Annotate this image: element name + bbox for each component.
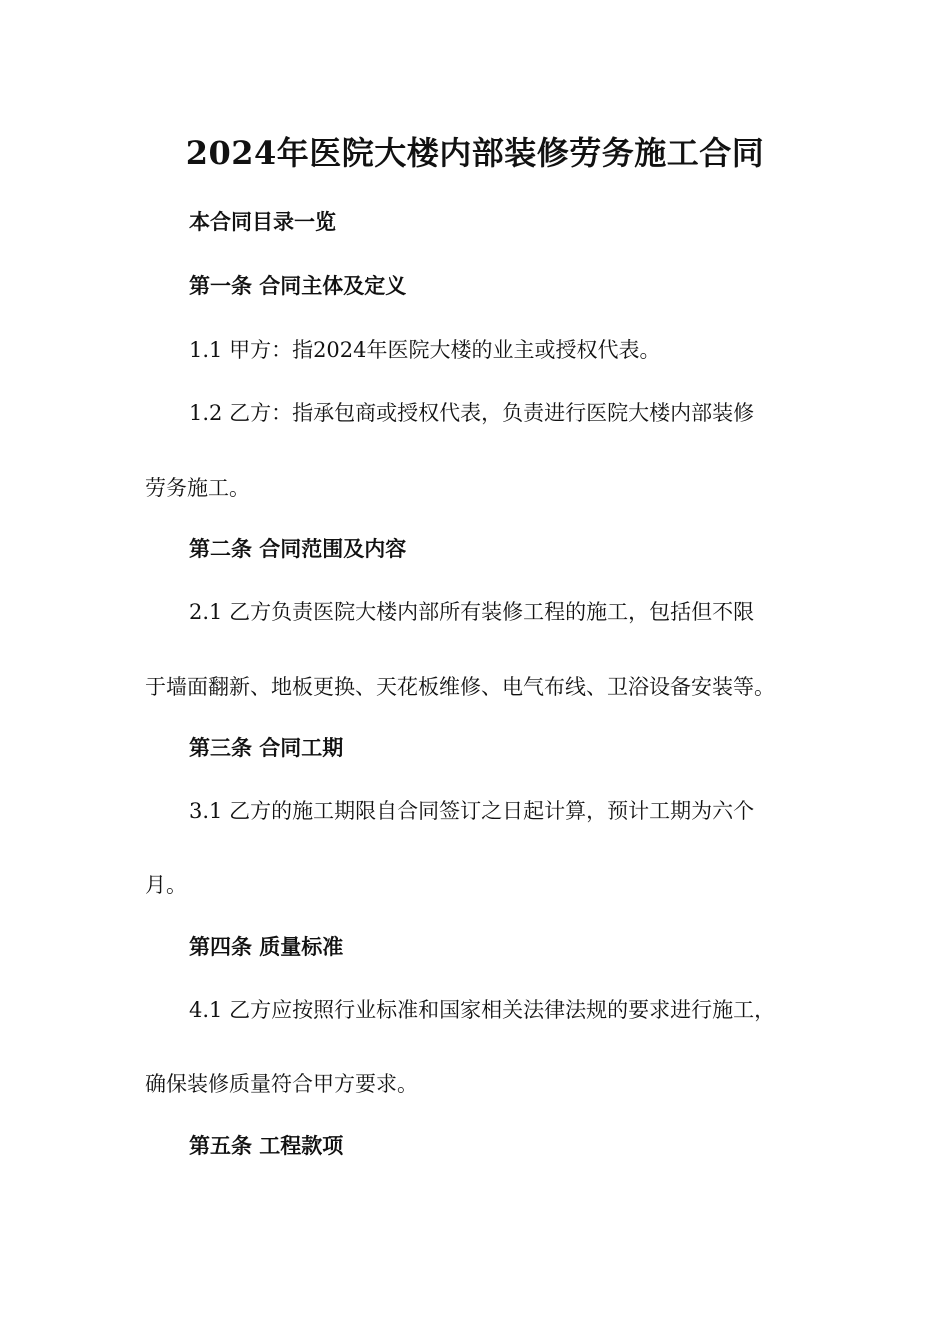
section-heading-3: 第三条 合同工期	[189, 736, 344, 760]
clause-1-2-line-2: 劳务施工。	[145, 476, 250, 500]
section-heading-2: 第二条 合同范围及内容	[189, 537, 407, 561]
toc-heading: 本合同目录一览	[189, 210, 336, 234]
section-heading-1: 第一条 合同主体及定义	[189, 274, 407, 298]
clause-4-1-line-1: 4.1 乙方应按照行业标准和国家相关法律法规的要求进行施工，	[189, 998, 776, 1022]
document-title: 2024年医院大楼内部装修劳务施工合同	[185, 134, 765, 172]
section-heading-4: 第四条 质量标准	[189, 935, 344, 959]
section-heading-5: 第五条 工程款项	[189, 1134, 344, 1158]
clause-3-1-line-1: 3.1 乙方的施工期限自合同签订之日起计算，预计工期为六个	[189, 799, 755, 823]
clause-2-1-line-1: 2.1 乙方负责医院大楼内部所有装修工程的施工，包括但不限	[189, 600, 755, 624]
clause-1-2-line-1: 1.2 乙方：指承包商或授权代表，负责进行医院大楼内部装修	[189, 401, 755, 425]
clause-1-1-line-1: 1.1 甲方：指2024年医院大楼的业主或授权代表。	[189, 338, 661, 362]
clause-3-1-line-2: 月。	[145, 873, 187, 897]
clause-2-1-line-2: 于墙面翻新、地板更换、天花板维修、电气布线、卫浴设备安装等。	[145, 675, 775, 699]
clause-4-1-line-2: 确保装修质量符合甲方要求。	[145, 1072, 418, 1096]
